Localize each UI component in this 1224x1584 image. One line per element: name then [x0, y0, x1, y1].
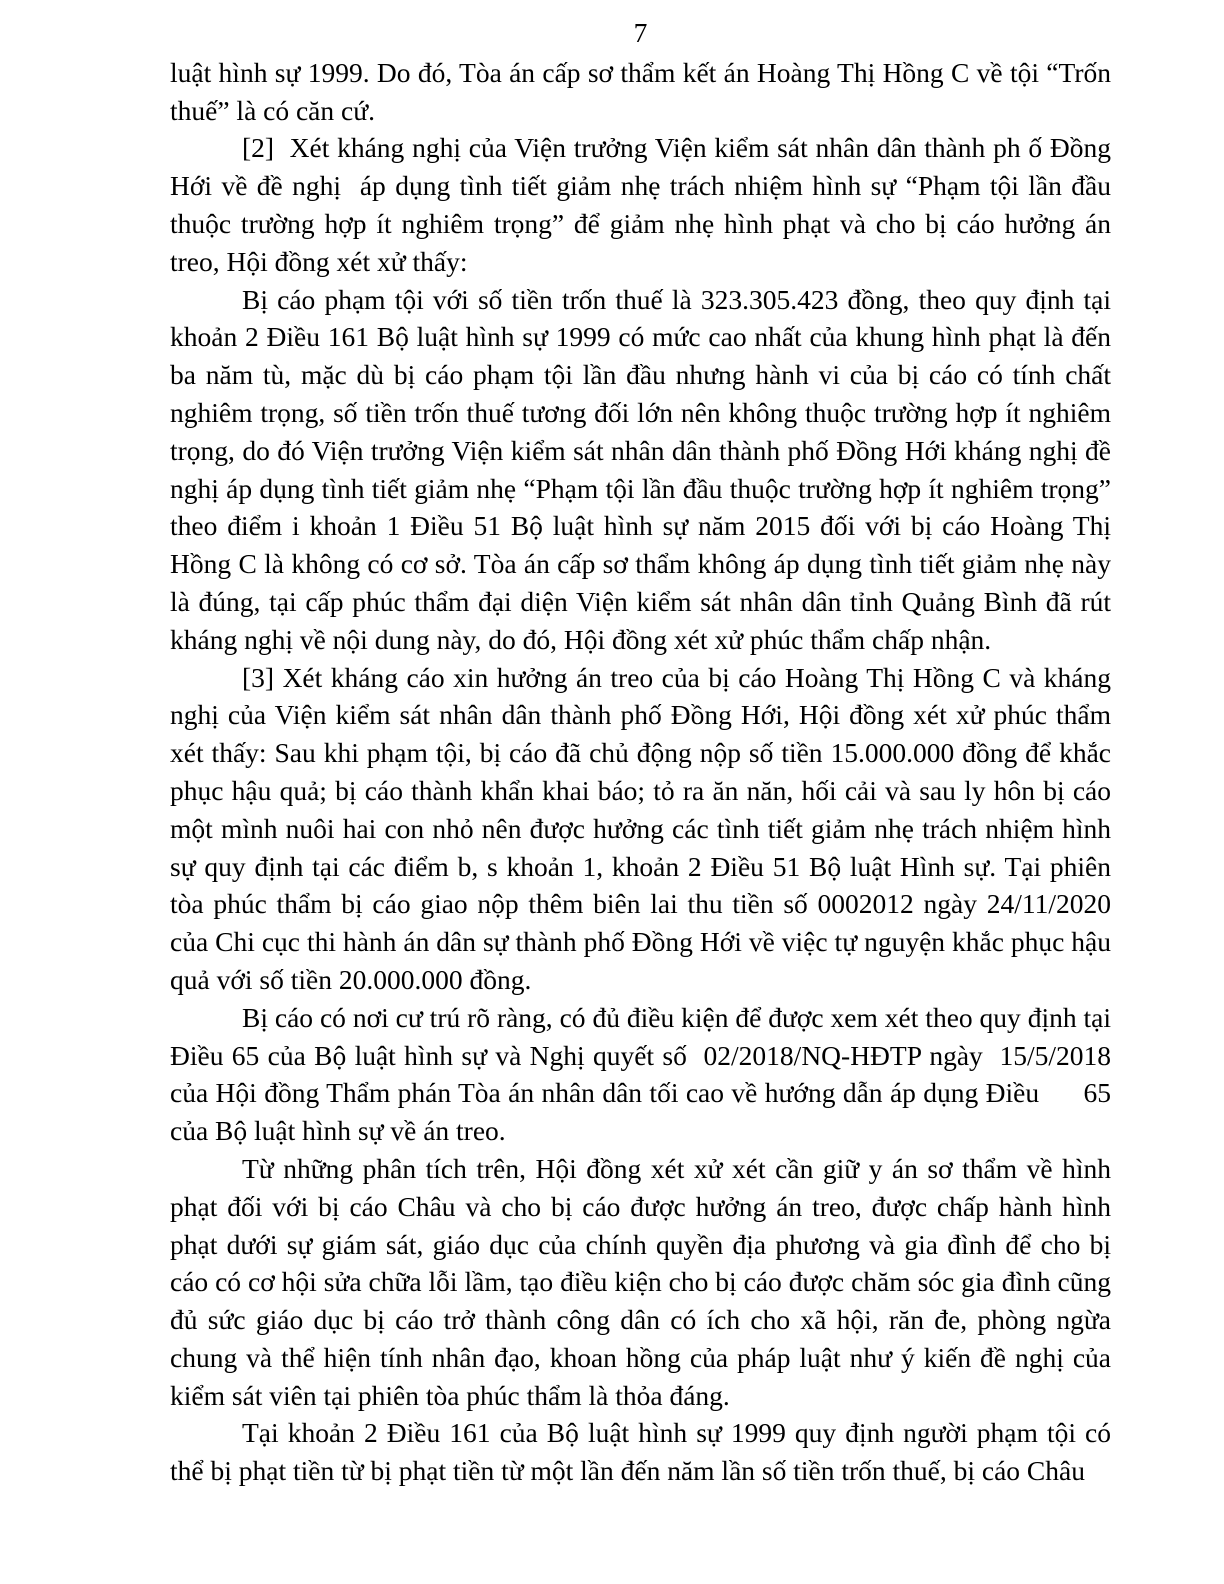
paragraph: [3] Xét kháng cáo xin hưởng án treo của bị cáo Hoàng Thị Hồng C và kháng nghị của Viện kiểm sát nhân dân thành phố Đồng Hới, Hội đồng xét xử phúc thẩm xét thấy: Sau khi phạm tội, bị cáo đã chủ động nộp số tiền 15.000.000 đồng để khắc phục hậu quả; bị cáo thành khẩn khai báo; tỏ ra ăn năn, hối cải và sau ly hôn bị cáo một mình nuôi hai con nhỏ nên được hưởng các tình tiết giảm nhẹ trách nhiệm hình sự quy định tại các điểm b, s khoản 1, khoản 2 Điều 51 Bộ luật Hình sự. Tại phiên tòa phúc thẩm bị cáo giao nộp thêm biên lai thu tiền số 0002012 ngày 24/11/2020 của Chi cục thi hành án dân sự thành phố Đồng Hới về việc tự nguyện khắc phục hậu quả với số tiền 20.000.000 đồng.: [170, 661, 1111, 995]
paragraph: luật hình sự 1999. Do đó, Tòa án cấp sơ thẩm kết án Hoàng Thị Hồng C về tội “Trốn thuế” là có căn cứ.: [170, 56, 1111, 126]
paragraph: [2] Xét kháng nghị của Viện trưởng Viện kiểm sát nhân dân thành ph ố Đồng Hới về đề nghị áp dụng tình tiết giảm nhẹ trách nhiệm hình sự “Phạm tội lần đầu thuộc trường hợp ít nghiêm trọng” để giảm nhẹ hình phạt và cho bị cáo hưởng án treo, Hội đồng xét xử thấy:: [170, 132, 1111, 277]
paragraph: Từ những phân tích trên, Hội đồng xét xử xét cần giữ y án sơ thẩm về hình phạt đối với bị cáo Châu và cho bị cáo được hưởng án treo, được chấp hành hình phạt dưới sự giám sát, giáo dục của chính quyền địa phương và gia đình để cho bị cáo có cơ hội sửa chữa lỗi lầm, tạo điều kiện cho bị cáo được chăm sóc gia đình cũng đủ sức giáo dục bị cáo trở thành công dân có ích cho xã hội, răn đe, phòng ngừa chung và thể hiện tính nhân đạo, khoan hồng của pháp luật như ý kiến đề nghị của kiểm sát viên tại phiên tòa phúc thẩm là thỏa đáng.: [170, 1152, 1111, 1411]
paragraph: Tại khoản 2 Điều 161 của Bộ luật hình sự 1999 quy định người phạm tội có thể bị phạt tiền từ bị phạt tiền từ một lần đến năm lần số tiền trốn thuế, bị cáo Châu: [170, 1417, 1111, 1487]
document-body: [170, 54, 1111, 1490]
paragraph: Bị cáo phạm tội với số tiền trốn thuế là 323.305.423 đồng, theo quy định tại khoản 2 Điều 161 Bộ luật hình sự 1999 có mức cao nhất của khung hình phạt là đến ba năm tù, mặc dù bị cáo phạm tội lần đầu nhưng hành vi của bị cáo có tính chất nghiêm trọng, số tiền trốn thuế tương đối lớn nên không thuộc trường hợp ít nghiêm trọng, do đó Viện trưởng Viện kiểm sát nhân dân thành phố Đồng Hới kháng nghị đề nghị áp dụng tình tiết giảm nhẹ “Phạm tội lần đầu thuộc trường hợp ít nghiêm trọng” theo điểm i khoản 1 Điều 51 Bộ luật hình sự năm 2015 đối với bị cáo Hoàng Thị Hồng C là không có cơ sở. Tòa án cấp sơ thẩm không áp dụng tình tiết giảm nhẹ này là đúng, tại cấp phúc thẩm đại diện Viện kiểm sát nhân dân tỉnh Quảng Bình đã rút kháng nghị về nội dung này, do đó, Hội đồng xét xử phúc thẩm chấp nhận.: [170, 283, 1111, 655]
paragraph: Bị cáo có nơi cư trú rõ ràng, có đủ điều kiện để được xem xét theo quy định tại Điều 65 của Bộ luật hình sự và Nghị quyết số 02/2018/NQ-HĐTP ngày 15/5/2018 của Hội đồng Thẩm phán Tòa án nhân dân tối cao về hướng dẫn áp dụng Điều 65 của Bộ luật hình sự về án treo.: [170, 1001, 1111, 1147]
page-number: 7: [633, 17, 648, 48]
